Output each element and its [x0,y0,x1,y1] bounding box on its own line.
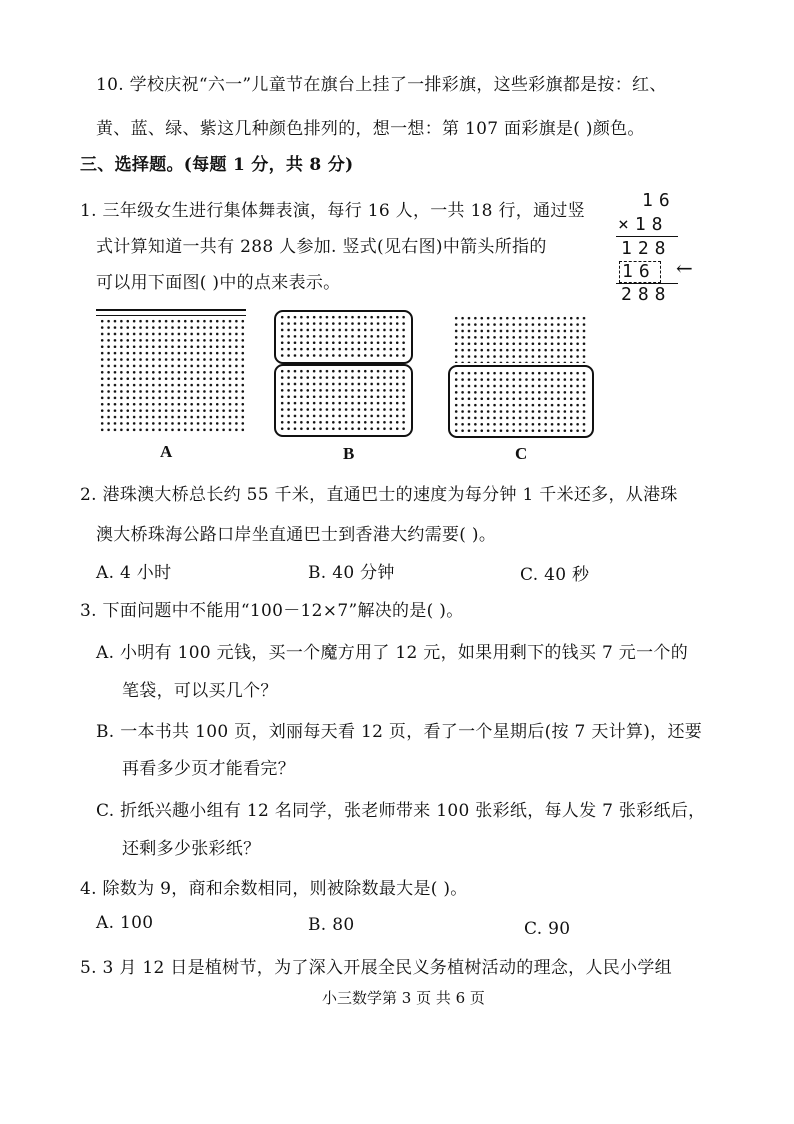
c2-option-a: A. 4 小时 [96,563,172,583]
c2-line2: 澳大桥珠海公路口岸坐直通巴士到香港大约需要( )。 [96,525,497,545]
figure-b-top-dots [279,314,407,358]
c4-option-c: C. 90 [524,919,571,939]
arrow-left-icon: ← [676,256,694,280]
c5-line1: 5. 3 月 12 日是植树节，为了深入开展全民义务植树活动的理念，人民小学组 [80,958,672,978]
calc-row-product: 288 [621,284,672,305]
calc-row-partial-2: 16 [622,261,656,282]
c2-line1: 2. 港珠澳大桥总长约 55 千米，直通巴士的速度为每分钟 1 千米还多，从港珠 [80,485,678,505]
c3-option-b-line2: 再看多少页才能看完？ [122,759,295,779]
c3-option-c-line1: C. 折纸兴趣小组有 12 名同学，张老师带来 100 张彩纸，每人发 7 张彩纸后， [96,801,706,821]
c2-option-c: C. 40 秒 [520,565,590,585]
figure-c-top-dots [453,315,588,363]
c3-option-c-line2: 还剩多少张彩纸？ [122,839,261,859]
figure-c-label: C [515,444,528,463]
calc-row-multiplicand: 16 [642,190,676,211]
c3-option-a-line1: A. 小明有 100 元钱，买一个魔方用了 12 元，如果用剩下的钱买 7 元一个的 [96,643,689,663]
c3-option-a-line2: 笔袋，可以买几个？ [122,681,278,701]
q10-line1: 10. 学校庆祝“六一”儿童节在旗台上挂了一排彩旗，这些彩旗都是按：红、 [96,75,667,95]
c3-stem: 3. 下面问题中不能用“100－12×7”解决的是( )。 [80,601,464,621]
figure-b-label: B [343,444,355,463]
page-footer: 小三数学第 3 页 共 6 页 [322,989,485,1007]
c1-line1: 1. 三年级女生进行集体舞表演，每行 16 人，一共 18 行，通过竖 [80,201,586,221]
calc-divider-1 [616,236,678,237]
figure-c-bottom-dots [453,370,588,432]
figure-a-label: A [160,442,173,461]
c4-option-a: A. 100 [96,913,154,933]
c3-option-b-line1: B. 一本书共 100 页，刘丽每天看 12 页，看了一个星期后(按 7 天计算)，还要 [96,722,703,742]
section-3-title: 三、选择题。(每题 1 分，共 8 分) [80,155,354,175]
figure-b-bottom-dots [279,368,407,431]
c1-line3: 可以用下面图( )中的点来表示。 [96,273,341,293]
calc-row-multiplier: ×18 [618,214,669,235]
q10-line2: 黄、蓝、绿、紫这几种颜色排列的，想一想：第 107 面彩旗是( )颜色。 [96,119,645,139]
figure-a-dots [99,318,246,434]
c4-option-b: B. 80 [308,915,355,935]
calc-row-partial-1: 128 [621,238,672,259]
c4-stem: 4. 除数为 9，商和余数相同，则被除数最大是( )。 [80,879,468,899]
c1-line2: 式计算知道一共有 288 人参加. 竖式(见右图)中箭头所指的 [96,237,547,257]
figure-a-bracket [96,309,246,316]
c2-option-b: B. 40 分钟 [308,563,395,583]
